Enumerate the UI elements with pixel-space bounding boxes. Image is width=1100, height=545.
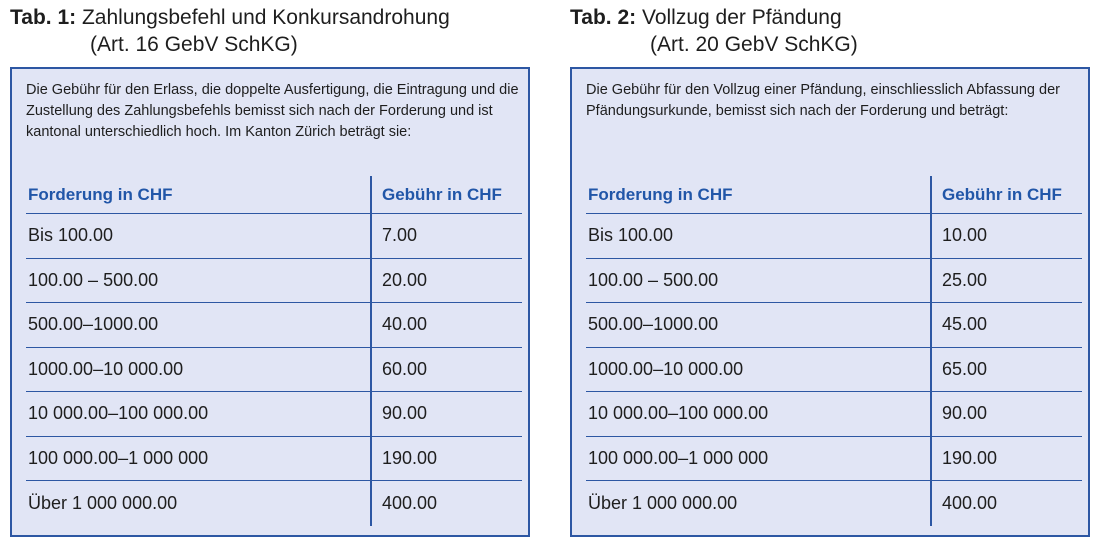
column-divider	[370, 176, 372, 213]
table-row	[26, 481, 522, 526]
table-subtitle: (Art. 16 GebV SchKG)	[90, 33, 298, 56]
claim-cell: 100 000.00–1 000 000	[588, 447, 769, 468]
column-divider	[930, 481, 932, 526]
table-box	[570, 67, 1090, 537]
table-row	[586, 348, 1082, 393]
table-row	[26, 303, 522, 348]
column-divider	[370, 481, 372, 526]
column-divider	[370, 214, 372, 258]
table-row	[26, 392, 522, 437]
column-header-claim: Forderung in CHF	[588, 184, 733, 204]
claim-cell: 500.00–1000.00	[588, 314, 719, 335]
table-header-row	[26, 176, 522, 214]
claim-cell: Bis 100.00	[28, 225, 114, 246]
column-divider	[930, 176, 932, 213]
fee-cell: 10.00	[942, 225, 988, 246]
claim-cell: Bis 100.00	[588, 225, 674, 246]
table-row	[586, 303, 1082, 348]
claim-cell: Über 1 000 000.00	[588, 492, 738, 513]
fee-table-block-1	[10, 0, 534, 513]
table-caption	[10, 0, 534, 62]
table-title: Vollzug der Pfändung	[641, 6, 842, 29]
column-header-fee: Gebühr in CHF	[942, 184, 1062, 204]
intro-text: Die Gebühr für den Vollzug einer Pfändung, einschliesslich Abfassung der Pfändungsurkunde, bemisst sich nach der Forderung und beträgt:	[586, 82, 1060, 119]
caption-line-1	[570, 5, 842, 31]
column-divider	[370, 259, 372, 303]
claim-cell: Über 1 000 000.00	[28, 492, 178, 513]
column-divider	[370, 392, 372, 436]
fee-table-block-2	[570, 0, 1094, 513]
claim-cell: 10 000.00–100 000.00	[28, 403, 209, 424]
table-header-row	[586, 176, 1082, 214]
column-divider	[370, 437, 372, 481]
fee-cell: 190.00	[942, 447, 998, 468]
column-divider	[930, 392, 932, 436]
column-divider	[930, 437, 932, 481]
column-divider	[930, 259, 932, 303]
column-divider	[370, 303, 372, 347]
fee-cell: 7.00	[382, 225, 418, 246]
fee-cell: 90.00	[382, 403, 428, 424]
table-label: Tab. 2:	[570, 6, 637, 29]
table-subtitle: (Art. 20 GebV SchKG)	[650, 33, 858, 56]
column-divider	[370, 348, 372, 392]
column-divider	[930, 348, 932, 392]
intro-text: Die Gebühr für den Erlass, die doppelte Ausfertigung, die Eintragung und die Zustellung des Zahlungsbefehls bemisst sich nach der Forderung und ist kantonal unterschiedlich hoch. Im Kanton Zürich beträgt sie:	[26, 82, 519, 140]
fee-table	[26, 176, 522, 526]
claim-cell: 10 000.00–100 000.00	[588, 403, 769, 424]
table-title: Zahlungsbefehl und Konkursandrohung	[81, 6, 450, 29]
table-row	[26, 214, 522, 259]
column-divider	[930, 303, 932, 347]
fee-cell: 90.00	[942, 403, 988, 424]
fee-cell: 60.00	[382, 358, 428, 379]
fee-table	[586, 176, 1082, 526]
table-row	[586, 259, 1082, 304]
fee-cell: 20.00	[382, 269, 428, 290]
fee-cell: 400.00	[382, 492, 438, 513]
table-row	[586, 481, 1082, 526]
table-row	[586, 437, 1082, 482]
column-divider	[930, 214, 932, 258]
fee-cell: 25.00	[942, 269, 988, 290]
table-label: Tab. 1:	[10, 6, 77, 29]
table-caption	[570, 0, 1094, 62]
table-row	[26, 259, 522, 304]
claim-cell: 500.00–1000.00	[28, 314, 159, 335]
fee-cell: 45.00	[942, 314, 988, 335]
table-row	[586, 214, 1082, 259]
fee-cell: 65.00	[942, 358, 988, 379]
column-header-fee: Gebühr in CHF	[382, 184, 502, 204]
fee-cell: 40.00	[382, 314, 428, 335]
column-header-claim: Forderung in CHF	[28, 184, 173, 204]
claim-cell: 100.00 – 500.00	[588, 269, 719, 290]
table-row	[586, 392, 1082, 437]
caption-line-1	[10, 5, 450, 31]
claim-cell: 1000.00–10 000.00	[28, 358, 184, 379]
fee-cell: 190.00	[382, 447, 438, 468]
table-row	[26, 348, 522, 393]
table-box	[10, 67, 530, 537]
claim-cell: 100.00 – 500.00	[28, 269, 159, 290]
claim-cell: 1000.00–10 000.00	[588, 358, 744, 379]
fee-cell: 400.00	[942, 492, 998, 513]
claim-cell: 100 000.00–1 000 000	[28, 447, 209, 468]
table-row	[26, 437, 522, 482]
